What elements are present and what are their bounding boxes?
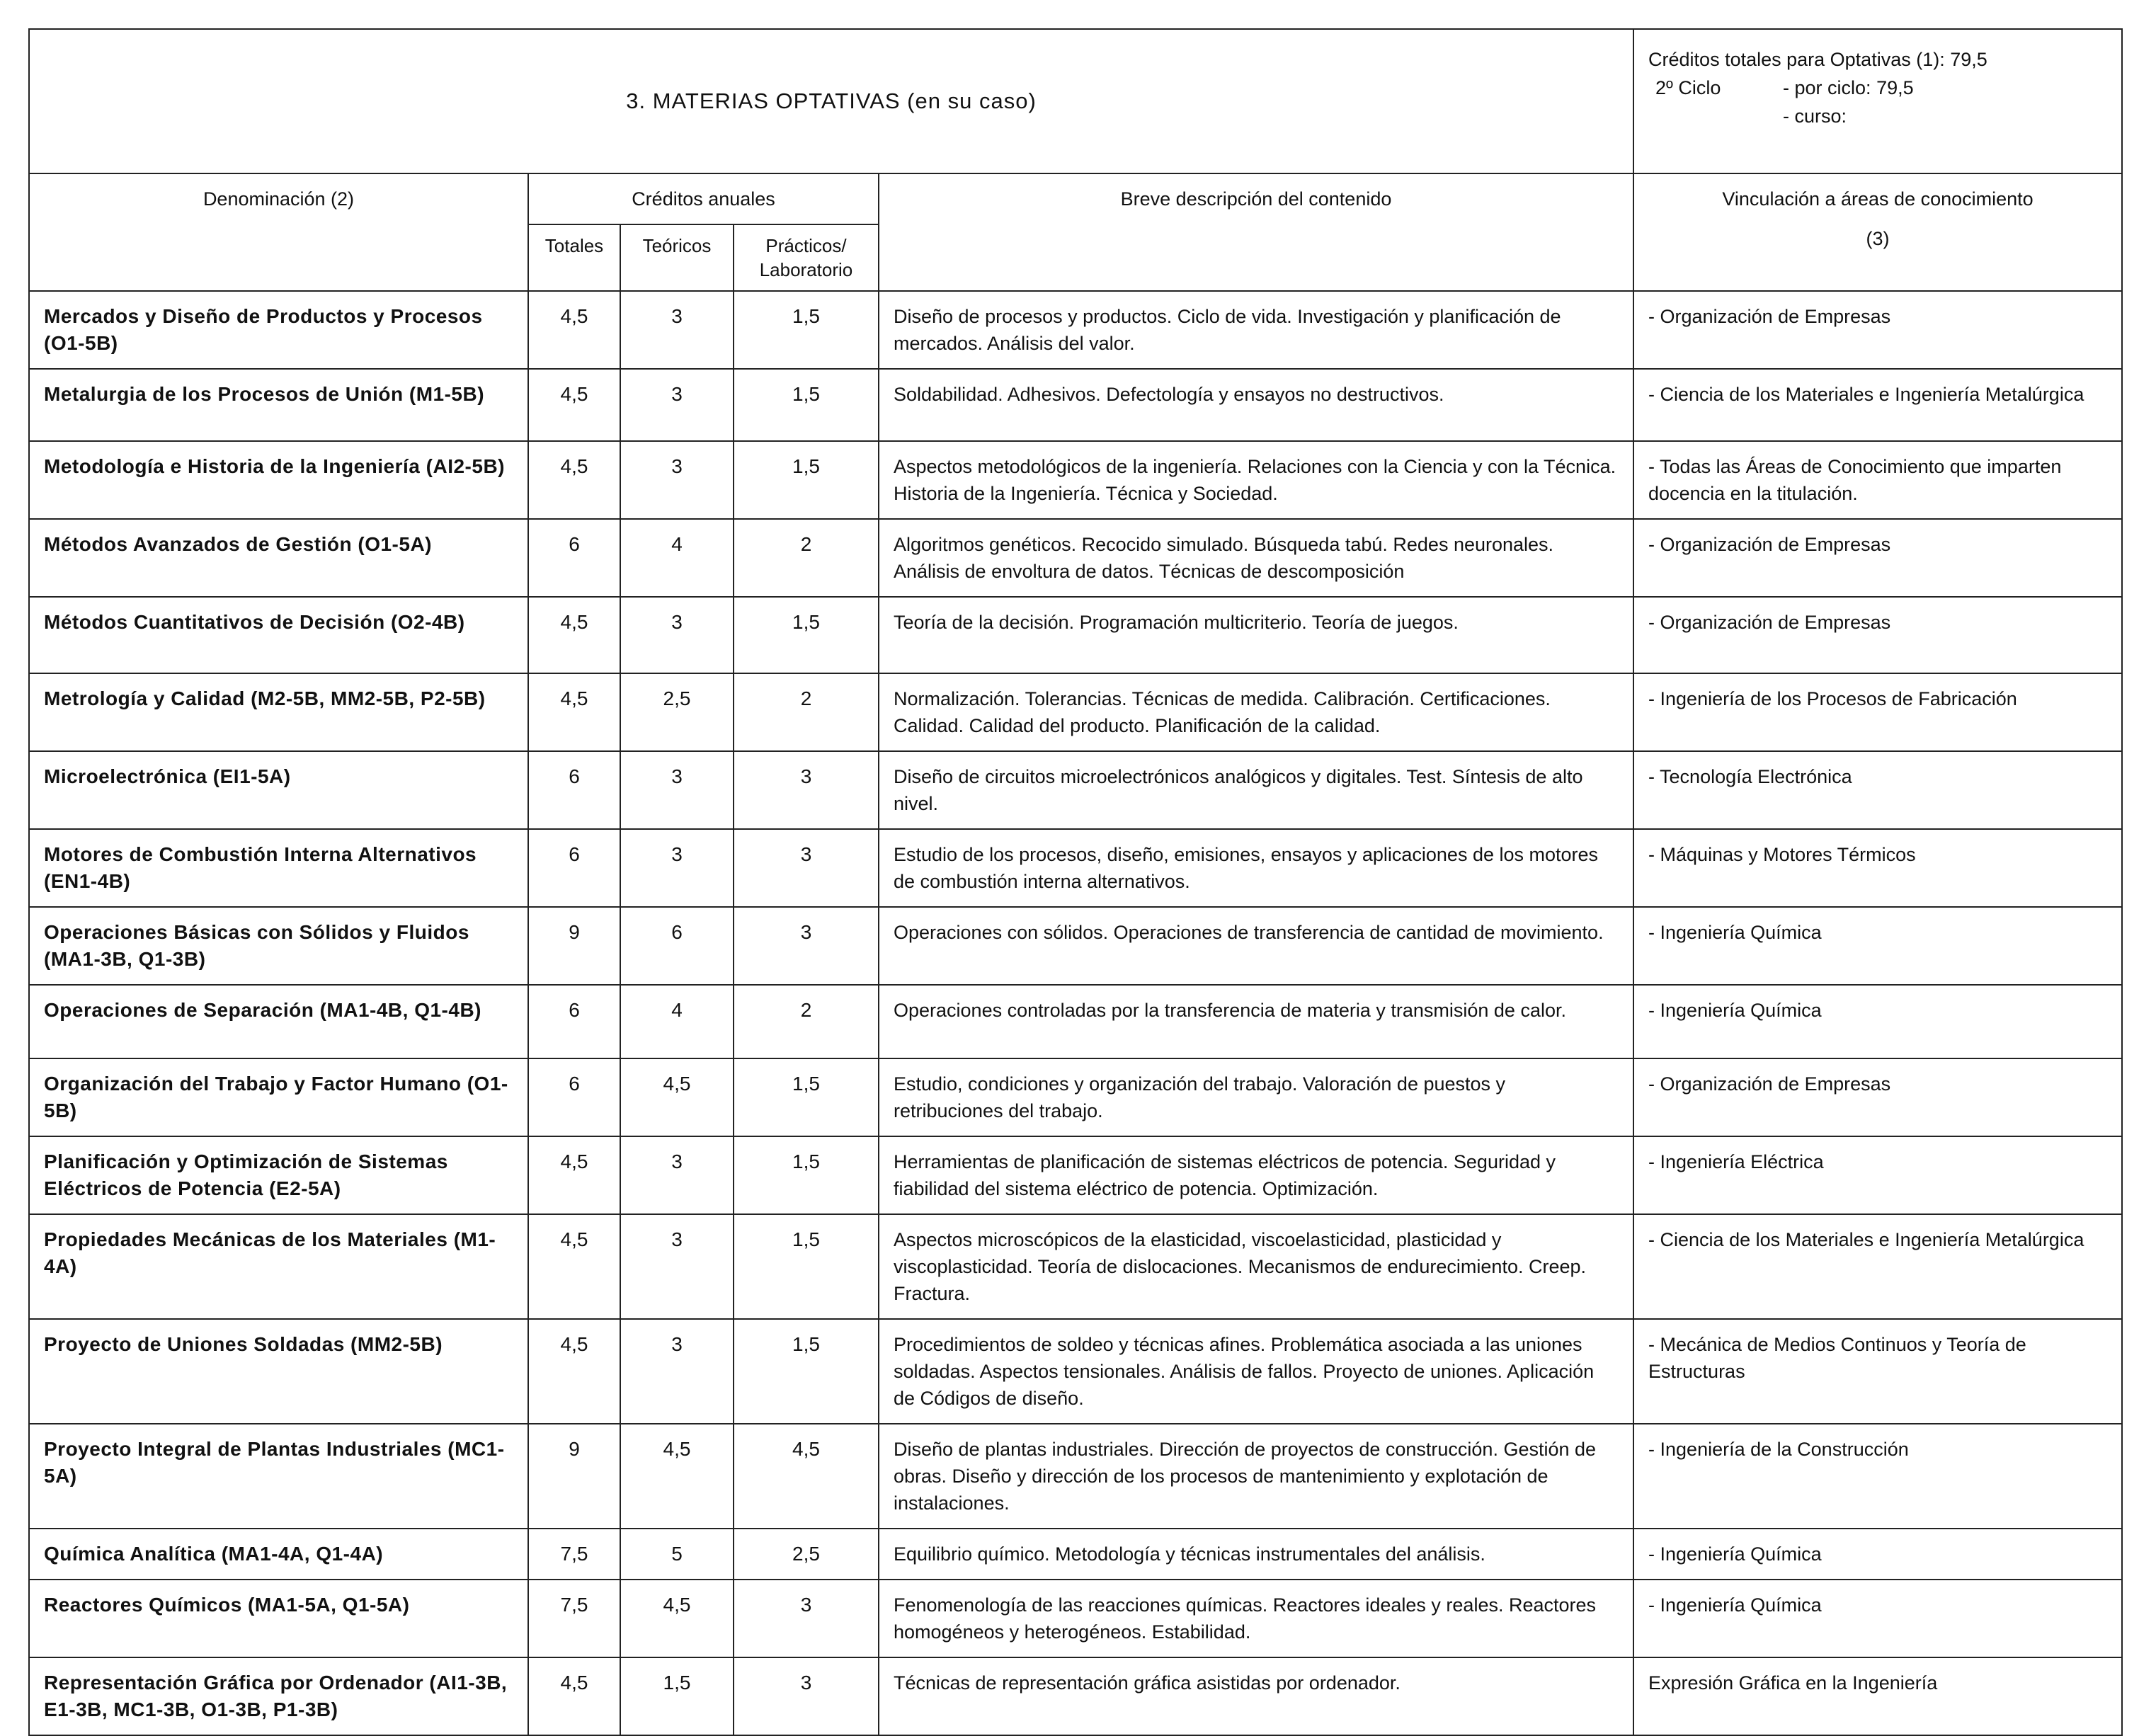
subject-description: Diseño de circuitos microelectrónicos analógicos y digitales. Test. Síntesis de alto nivel. <box>879 751 1633 829</box>
credits-practicos: 1,5 <box>734 1319 879 1424</box>
credits-practicos: 1,5 <box>734 1214 879 1319</box>
credits-totales: 4,5 <box>528 441 620 519</box>
knowledge-area: - Ingeniería de la Construcción <box>1633 1424 2122 1529</box>
knowledge-area: - Ciencia de los Materiales e Ingeniería Metalúrgica <box>1633 369 2122 441</box>
credits-teoricos: 3 <box>620 291 734 369</box>
knowledge-area: - Máquinas y Motores Térmicos <box>1633 829 2122 907</box>
subject-name: Métodos Avanzados de Gestión (O1-5A) <box>29 519 528 597</box>
credits-totales: 4,5 <box>528 597 620 673</box>
credits-teoricos: 2,5 <box>620 673 734 751</box>
credits-totales: 6 <box>528 985 620 1058</box>
subject-description: Aspectos microscópicos de la elasticidad, viscoelasticidad, plasticidad y viscoplasticidad. Teoría de dislocaciones. Mecanismos de endurecimiento. Creep. Fractura. <box>879 1214 1633 1319</box>
subject-name: Propiedades Mecánicas de los Materiales (M1-4A) <box>29 1214 528 1319</box>
credits-per-cycle: - por ciclo: 79,5 <box>1783 77 1914 98</box>
knowledge-area: - Ciencia de los Materiales e Ingeniería Metalúrgica <box>1633 1214 2122 1319</box>
subject-description: Normalización. Tolerancias. Técnicas de medida. Calibración. Certificaciones. Calidad. Calidad del producto. Planificación de la calidad. <box>879 673 1633 751</box>
credits-totales: 9 <box>528 1424 620 1529</box>
credits-totales: 6 <box>528 519 620 597</box>
table-row <box>29 441 2122 519</box>
credits-practicos: 1,5 <box>734 1058 879 1136</box>
credits-teoricos: 3 <box>620 1319 734 1424</box>
credits-teoricos: 3 <box>620 1214 734 1319</box>
credits-teoricos: 4,5 <box>620 1058 734 1136</box>
credits-practicos: 2 <box>734 519 879 597</box>
credits-summary <box>1633 29 2122 173</box>
subject-description: Soldabilidad. Adhesivos. Defectología y ensayos no destructivos. <box>879 369 1633 441</box>
credits-teoricos: 3 <box>620 829 734 907</box>
table-row <box>29 1058 2122 1136</box>
table-row <box>29 291 2122 369</box>
table-row <box>29 519 2122 597</box>
subject-description: Aspectos metodológicos de la ingeniería. Relaciones con la Ciencia y con la Técnica. Historia de la Ingeniería. Técnica y Sociedad. <box>879 441 1633 519</box>
subject-name: Proyecto Integral de Plantas Industriales (MC1-5A) <box>29 1424 528 1529</box>
credits-totales: 6 <box>528 829 620 907</box>
table-row <box>29 1529 2122 1580</box>
header-vinculacion <box>1633 173 2122 291</box>
credits-teoricos: 3 <box>620 1136 734 1214</box>
knowledge-area: - Ingeniería Química <box>1633 1529 2122 1580</box>
credits-per-course: - curso: <box>1783 105 1847 127</box>
subject-name: Operaciones de Separación (MA1-4B, Q1-4B) <box>29 985 528 1058</box>
credits-practicos: 1,5 <box>734 441 879 519</box>
knowledge-area: - Ingeniería de los Procesos de Fabricación <box>1633 673 2122 751</box>
knowledge-area: - Ingeniería Química <box>1633 1580 2122 1657</box>
credits-practicos: 4,5 <box>734 1424 879 1529</box>
header-descripcion: Breve descripción del contenido <box>879 173 1633 291</box>
credits-practicos: 3 <box>734 751 879 829</box>
knowledge-area: - Tecnología Electrónica <box>1633 751 2122 829</box>
credits-practicos: 2,5 <box>734 1529 879 1580</box>
subject-description: Operaciones con sólidos. Operaciones de transferencia de cantidad de movimiento. <box>879 907 1633 985</box>
table-row <box>29 1319 2122 1424</box>
credits-totales: 9 <box>528 907 620 985</box>
credits-totales: 6 <box>528 751 620 829</box>
credits-totales: 6 <box>528 1058 620 1136</box>
knowledge-area: - Organización de Empresas <box>1633 1058 2122 1136</box>
header-teoricos: Teóricos <box>620 224 734 291</box>
subject-description: Técnicas de representación gráfica asistidas por ordenador. <box>879 1657 1633 1735</box>
header-practicos: Prácticos/ Laboratorio <box>734 224 879 291</box>
subject-description: Equilibrio químico. Metodología y técnicas instrumentales del análisis. <box>879 1529 1633 1580</box>
subject-description: Algoritmos genéticos. Recocido simulado. Búsqueda tabú. Redes neuronales. Análisis de envoltura de datos. Técnicas de descomposición <box>879 519 1633 597</box>
subject-name: Metrología y Calidad (M2-5B, MM2-5B, P2-5B) <box>29 673 528 751</box>
subject-name: Organización del Trabajo y Factor Humano (O1-5B) <box>29 1058 528 1136</box>
credits-total: Créditos totales para Optativas (1): 79,5 <box>1648 49 1987 70</box>
subject-description: Teoría de la decisión. Programación multicriterio. Teoría de juegos. <box>879 597 1633 673</box>
title-row <box>29 29 2122 173</box>
header-creditos-anuales: Créditos anuales <box>528 173 879 224</box>
subject-name: Representación Gráfica por Ordenador (AI1-3B, E1-3B, MC1-3B, O1-3B, P1-3B) <box>29 1657 528 1735</box>
credits-practicos: 3 <box>734 1580 879 1657</box>
column-header-row <box>29 173 2122 224</box>
credits-practicos: 1,5 <box>734 1136 879 1214</box>
table-row <box>29 673 2122 751</box>
subject-name: Motores de Combustión Interna Alternativos (EN1-4B) <box>29 829 528 907</box>
credits-totales: 4,5 <box>528 1319 620 1424</box>
credits-teoricos: 4,5 <box>620 1580 734 1657</box>
credits-teoricos: 4,5 <box>620 1424 734 1529</box>
header-totales: Totales <box>528 224 620 291</box>
credits-totales: 4,5 <box>528 369 620 441</box>
credits-totales: 4,5 <box>528 1657 620 1735</box>
credits-teoricos: 1,5 <box>620 1657 734 1735</box>
credits-practicos: 2 <box>734 985 879 1058</box>
section-title: 3. MATERIAS OPTATIVAS (en su caso) <box>29 29 1633 173</box>
credits-practicos: 3 <box>734 829 879 907</box>
table-row <box>29 1424 2122 1529</box>
knowledge-area: - Ingeniería Química <box>1633 985 2122 1058</box>
credits-teoricos: 5 <box>620 1529 734 1580</box>
credits-totales: 4,5 <box>528 1136 620 1214</box>
header-denominacion: Denominación (2) <box>29 173 528 291</box>
table-row <box>29 369 2122 441</box>
subject-name: Reactores Químicos (MA1-5A, Q1-5A) <box>29 1580 528 1657</box>
credits-practicos: 3 <box>734 1657 879 1735</box>
subject-name: Metalurgia de los Procesos de Unión (M1-5B) <box>29 369 528 441</box>
subject-name: Mercados y Diseño de Productos y Procesos (O1-5B) <box>29 291 528 369</box>
credits-practicos: 1,5 <box>734 291 879 369</box>
knowledge-area: - Organización de Empresas <box>1633 519 2122 597</box>
credits-totales: 7,5 <box>528 1529 620 1580</box>
subject-description: Operaciones controladas por la transferencia de materia y transmisión de calor. <box>879 985 1633 1058</box>
credits-teoricos: 3 <box>620 597 734 673</box>
subject-description: Estudio, condiciones y organización del trabajo. Valoración de puestos y retribuciones del trabajo. <box>879 1058 1633 1136</box>
credits-totales: 4,5 <box>528 291 620 369</box>
credits-teoricos: 3 <box>620 369 734 441</box>
knowledge-area: - Organización de Empresas <box>1633 291 2122 369</box>
knowledge-area: - Ingeniería Eléctrica <box>1633 1136 2122 1214</box>
document-page <box>28 28 2121 1736</box>
subject-description: Procedimientos de soldeo y técnicas afines. Problemática asociada a las uniones soldadas. Aspectos tensionales. Análisis de fallos. Proyecto de uniones. Aplicación de Códigos de diseño. <box>879 1319 1633 1424</box>
cycle-label: 2º Ciclo <box>1655 77 1721 98</box>
subject-name: Química Analítica (MA1-4A, Q1-4A) <box>29 1529 528 1580</box>
optional-subjects-table <box>28 28 2123 1736</box>
credits-totales: 4,5 <box>528 1214 620 1319</box>
subject-description: Herramientas de planificación de sistemas eléctricos de potencia. Seguridad y fiabilidad del sistema eléctrico de potencia. Optimización. <box>879 1136 1633 1214</box>
table-row <box>29 1657 2122 1735</box>
table-row <box>29 907 2122 985</box>
credits-practicos: 1,5 <box>734 597 879 673</box>
table-row <box>29 1136 2122 1214</box>
table-row <box>29 751 2122 829</box>
credits-teoricos: 4 <box>620 519 734 597</box>
knowledge-area: Expresión Gráfica en la Ingeniería <box>1633 1657 2122 1735</box>
knowledge-area: - Organización de Empresas <box>1633 597 2122 673</box>
credits-teoricos: 6 <box>620 907 734 985</box>
knowledge-area: - Mecánica de Medios Continuos y Teoría de Estructuras <box>1633 1319 2122 1424</box>
credits-practicos: 2 <box>734 673 879 751</box>
knowledge-area: - Ingeniería Química <box>1633 907 2122 985</box>
table-row <box>29 985 2122 1058</box>
subject-description: Estudio de los procesos, diseño, emisiones, ensayos y aplicaciones de los motores de combustión interna alternativos. <box>879 829 1633 907</box>
subject-name: Metodología e Historia de la Ingeniería (AI2-5B) <box>29 441 528 519</box>
table-row <box>29 1214 2122 1319</box>
header-vinculacion-note: (3) <box>1866 228 1890 249</box>
credits-practicos: 3 <box>734 907 879 985</box>
subject-name: Microelectrónica (EI1-5A) <box>29 751 528 829</box>
table-row <box>29 829 2122 907</box>
header-vinculacion-label: Vinculación a áreas de conocimiento <box>1722 188 2034 210</box>
credits-totales: 7,5 <box>528 1580 620 1657</box>
table-row <box>29 597 2122 673</box>
subject-description: Diseño de plantas industriales. Dirección de proyectos de construcción. Gestión de obras. Diseño y dirección de los procesos de mantenimiento y explotación de instalaciones. <box>879 1424 1633 1529</box>
table-row <box>29 1580 2122 1657</box>
knowledge-area: - Todas las Áreas de Conocimiento que imparten docencia en la titulación. <box>1633 441 2122 519</box>
subject-name: Proyecto de Uniones Soldadas (MM2-5B) <box>29 1319 528 1424</box>
subject-name: Operaciones Básicas con Sólidos y Fluidos (MA1-3B, Q1-3B) <box>29 907 528 985</box>
subject-description: Diseño de procesos y productos. Ciclo de vida. Investigación y planificación de mercados. Análisis del valor. <box>879 291 1633 369</box>
subject-description: Fenomenología de las reacciones químicas. Reactores ideales y reales. Reactores homogéneos y heterogéneos. Estabilidad. <box>879 1580 1633 1657</box>
credits-totales: 4,5 <box>528 673 620 751</box>
credits-teoricos: 3 <box>620 441 734 519</box>
subject-name: Planificación y Optimización de Sistemas Eléctricos de Potencia (E2-5A) <box>29 1136 528 1214</box>
credits-teoricos: 4 <box>620 985 734 1058</box>
credits-teoricos: 3 <box>620 751 734 829</box>
subject-name: Métodos Cuantitativos de Decisión (O2-4B) <box>29 597 528 673</box>
credits-practicos: 1,5 <box>734 369 879 441</box>
